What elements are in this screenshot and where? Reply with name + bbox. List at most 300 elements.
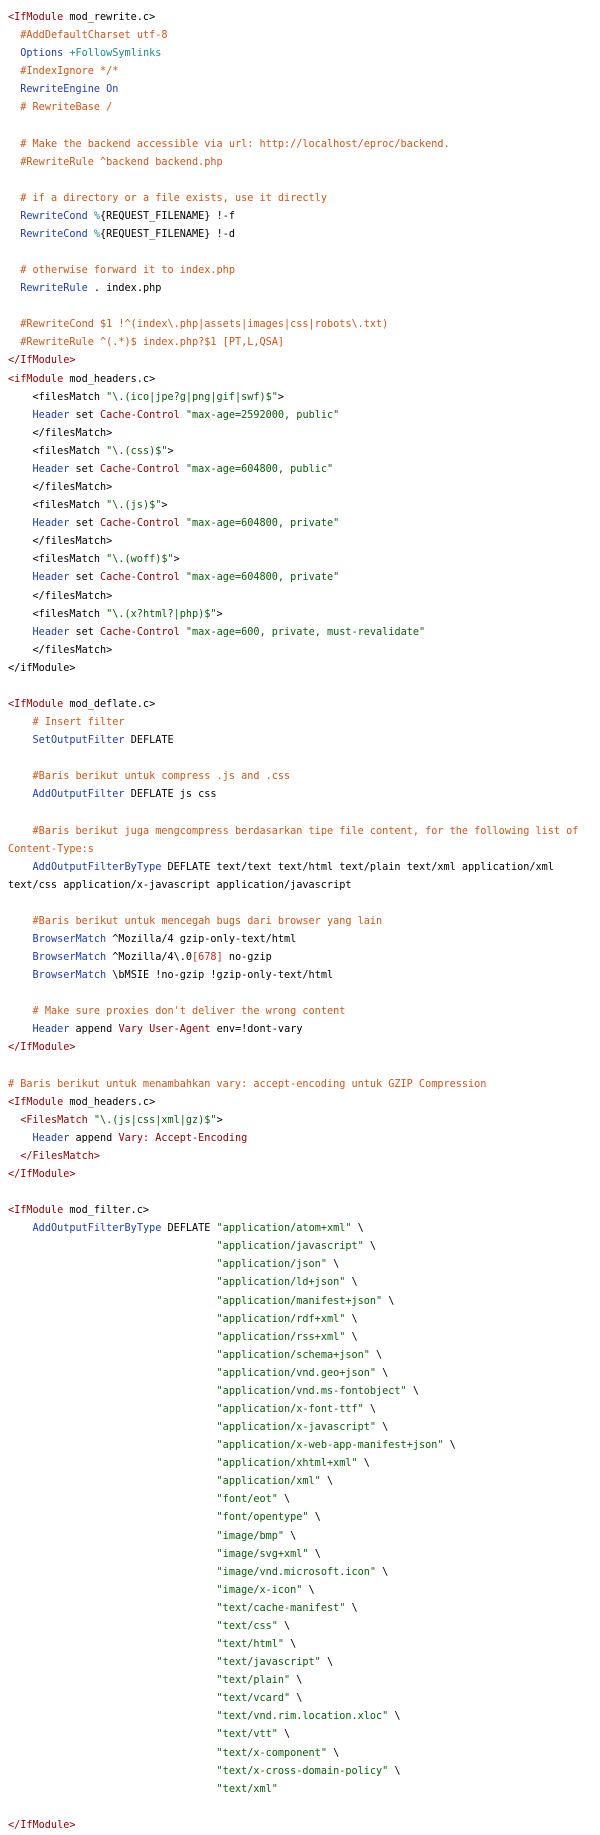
code-line [8, 1130, 600, 1148]
code-token-text: set [69, 626, 101, 638]
code-token-comment: #Baris berikut juga mengcompress berdasarkan tipe file content, for the following list of [32, 825, 579, 837]
code-line [8, 551, 600, 569]
code-line [8, 1311, 600, 1329]
code-token-text [8, 1693, 217, 1704]
code-line [8, 226, 600, 244]
code-line [8, 1076, 600, 1094]
code-line [8, 1274, 600, 1292]
code-token-directive: RewriteRule [20, 283, 88, 295]
code-token-string: "application/xhtml+xml" [216, 1458, 358, 1470]
code-line [8, 1347, 600, 1365]
code-token-tag: <ifModule [8, 373, 64, 385]
code-token-var: +FollowSymlinks [69, 48, 162, 60]
code-token-text: \ [363, 1404, 377, 1416]
code-line [8, 352, 600, 370]
code-token-text [8, 1567, 217, 1578]
code-line [8, 877, 600, 895]
code-token-text: > [173, 554, 180, 566]
code-line [8, 154, 600, 172]
code-token-text [8, 1404, 217, 1415]
code-line [8, 1202, 600, 1220]
code-token-text [8, 48, 20, 59]
code-token-text [8, 1422, 217, 1433]
code-token-text [8, 1006, 33, 1017]
code-line [8, 588, 600, 606]
code-token-directive: RewriteCond [20, 228, 88, 240]
code-token-text [8, 1766, 217, 1777]
code-token-directive: On [106, 84, 119, 96]
code-line [8, 371, 600, 389]
code-token-text [8, 1639, 217, 1650]
code-token-text: \ [284, 1639, 297, 1651]
code-token-text [8, 464, 33, 475]
code-token-tag: </IfModule> [8, 355, 76, 367]
code-line [8, 768, 600, 786]
code-line [8, 1365, 600, 1383]
code-token-directive: RewriteCond [20, 210, 88, 222]
code-token-tag: <IfModule [8, 1205, 64, 1217]
code-token-string: "text/vtt" [216, 1729, 278, 1741]
code-token-text [8, 66, 20, 77]
code-token-text [8, 139, 20, 150]
code-token-text [8, 1748, 217, 1759]
code-token-text: \ [308, 1512, 321, 1524]
code-token-text [8, 789, 33, 800]
code-token-text [8, 30, 20, 41]
code-token-text [8, 1458, 217, 1469]
code-token-text [8, 1621, 217, 1632]
code-token-text: \ [302, 1584, 315, 1596]
code-line [8, 1437, 600, 1455]
code-token-comment: #AddDefaultCharset utf-8 [20, 30, 168, 42]
code-token-text [8, 862, 33, 873]
code-token-directive: RewriteEngine [20, 84, 101, 96]
code-line [8, 27, 600, 45]
code-token-text: <filesMatch [8, 391, 107, 403]
code-token-comment: # RewriteBase / [20, 102, 113, 114]
code-line [8, 461, 600, 479]
code-line [8, 823, 600, 841]
code-line [8, 99, 600, 117]
code-line [8, 804, 600, 822]
code-token-comment: #RewriteCond $1 !^(index\.php|assets|images|css|robots\.txt) [20, 319, 389, 331]
code-token-directive: AddOutputFilterByType [32, 861, 162, 873]
code-line [8, 1256, 600, 1274]
code-line [8, 786, 600, 804]
code-line [8, 1383, 600, 1401]
code-token-string: "application/atom+xml" [216, 1223, 352, 1235]
code-line [8, 515, 600, 533]
code-token-string: "text/css" [216, 1620, 278, 1632]
code-token-comment: Content-Type:s [8, 843, 94, 855]
code-token-string: "image/x-icon" [216, 1584, 303, 1596]
code-token-text: \ [363, 1241, 377, 1253]
code-token-string: "application/rss+xml" [216, 1331, 346, 1343]
code-line [8, 1112, 600, 1130]
code-token-directive: Header [32, 626, 70, 638]
code-token-text [8, 1024, 33, 1035]
code-token-string: "text/cache-manifest" [216, 1602, 346, 1614]
code-token-directive: AddOutputFilterByType [32, 1223, 162, 1235]
code-line [8, 1636, 600, 1654]
code-token-text: DEFLATE [161, 1223, 217, 1235]
code-token-directive: Header [32, 409, 70, 421]
code-token-text: \ [357, 1458, 370, 1470]
code-line [8, 1708, 600, 1726]
code-token-text: DEFLATE text/text text/html text/plain text/xml application/xml [161, 861, 554, 873]
code-token-text: \ [277, 1729, 291, 1741]
code-token-text [8, 1657, 217, 1668]
code-line [8, 714, 600, 732]
code-token-text: \ [345, 1277, 358, 1289]
code-token-text [8, 1585, 217, 1596]
code-line [8, 660, 600, 678]
code-token-directive: Header [32, 1132, 70, 1144]
code-token-comment: # Make sure proxies don't deliver the wrong content [32, 1006, 346, 1018]
code-line [8, 967, 600, 985]
code-line [8, 1293, 600, 1311]
code-token-comment: # Insert filter [32, 717, 125, 729]
code-token-text: no-gzip [222, 952, 272, 964]
code-token-text: <filesMatch [8, 500, 107, 512]
code-token-text: </filesMatch> [8, 536, 113, 548]
code-line [8, 1473, 600, 1491]
code-token-text [8, 771, 33, 782]
code-token-tag: Cache-Control [100, 626, 180, 638]
code-token-tag: </IfModule> [8, 1169, 76, 1180]
code-line [8, 425, 600, 443]
code-token-text [8, 211, 20, 222]
code-token-text: \ [388, 1765, 401, 1777]
code-token-directive: Header [32, 572, 70, 584]
code-line [8, 913, 600, 931]
code-token-text: \ [326, 1747, 340, 1759]
code-token-string: "application/x-font-ttf" [216, 1404, 364, 1416]
code-token-text [8, 1440, 217, 1451]
code-line [8, 624, 600, 642]
code-token-text: \ [290, 1693, 303, 1705]
code-token-text: <filesMatch [8, 608, 107, 620]
code-line [8, 1528, 600, 1546]
code-line [8, 895, 600, 913]
code-token-text: > [216, 1114, 223, 1126]
code-token-directive: Header [32, 1024, 70, 1036]
code-token-tag: Cache-Control [100, 518, 180, 530]
code-token-text [8, 1241, 217, 1252]
code-token-text: \ [376, 1367, 389, 1379]
code-token-text [8, 157, 20, 168]
code-token-text [8, 572, 33, 583]
code-token-text: \ [376, 1566, 389, 1578]
code-line [8, 244, 600, 262]
code-token-text [8, 1476, 217, 1487]
code-token-text: \ [308, 1548, 321, 1560]
code-token-text [8, 1296, 217, 1307]
code-token-text: </filesMatch> [8, 590, 113, 602]
code-token-text [8, 1314, 217, 1325]
code-token-string: "application/xml" [216, 1476, 321, 1488]
code-token-string: "application/json" [216, 1259, 327, 1271]
code-token-text: set [69, 572, 101, 584]
code-token-text: \ [277, 1620, 291, 1632]
code-token-text [8, 1603, 217, 1614]
code-token-string: "\.(js|css|xml|gz)$" [93, 1114, 217, 1126]
code-token-text [8, 518, 33, 529]
code-line [8, 1094, 600, 1112]
code-line [8, 1618, 600, 1636]
code-line [8, 859, 600, 877]
code-line [8, 9, 600, 27]
code-token-directive: SetOutputFilter [32, 735, 125, 747]
code-line [8, 1039, 600, 1057]
code-token-text [8, 1512, 217, 1523]
code-line [8, 443, 600, 461]
code-token-text: \ [443, 1440, 456, 1452]
code-token-comment: #Baris berikut untuk mencegah bugs dari browser yang lain [32, 915, 383, 927]
code-token-text: text/css application/x-javascript application/javascript [8, 879, 352, 891]
code-token-text [8, 735, 33, 746]
code-token-string: "max-age=604800, private" [185, 572, 340, 584]
code-line [8, 569, 600, 587]
code-line [8, 1419, 600, 1437]
code-line [8, 642, 600, 660]
code-token-string: "image/bmp" [216, 1530, 285, 1542]
code-token-tag: Vary: Accept-Encoding [118, 1132, 248, 1144]
code-token-comment: #Baris berikut untuk compress .js and .css [32, 771, 291, 783]
code-line [8, 334, 600, 352]
code-token-text: \ [406, 1385, 419, 1397]
code-token-text: {REQUEST_FILENAME} !-d [100, 228, 235, 240]
code-token-tag: Cache-Control [100, 463, 180, 475]
code-token-text [8, 1350, 217, 1361]
code-line [8, 389, 600, 407]
code-line [8, 81, 600, 99]
code-token-text: . index.php [87, 283, 162, 295]
code-line [8, 1799, 600, 1817]
code-token-string: "application/vnd.geo+json" [216, 1367, 377, 1379]
code-line [8, 1148, 600, 1166]
code-token-tag: </IfModule> [8, 1819, 76, 1831]
code-line [8, 1654, 600, 1672]
code-token-text: \ [382, 1295, 395, 1307]
code-line [8, 841, 600, 859]
code-token-comment: #RewriteRule ^(.*)$ index.php?$1 [PT,L,QSA] [20, 337, 285, 349]
code-token-string: "text/html" [216, 1639, 285, 1651]
code-token-text [8, 916, 33, 927]
code-token-text [8, 1368, 217, 1379]
code-token-text: </filesMatch> [8, 644, 113, 656]
code-line [8, 407, 600, 425]
code-token-text [8, 970, 33, 981]
code-token-text [8, 1332, 217, 1343]
code-token-text: env=!dont-vary [210, 1024, 303, 1036]
code-token-tag: <IfModule [8, 698, 64, 710]
code-token-text: append [69, 1132, 119, 1144]
code-line [8, 316, 600, 334]
code-token-directive: BrowserMatch [32, 970, 107, 982]
code-token-text: > [167, 445, 174, 457]
code-token-string: "text/x-cross-domain-policy" [216, 1765, 389, 1777]
code-token-string: "application/schema+json" [216, 1349, 370, 1361]
code-line [8, 1220, 600, 1238]
code-token-text: {REQUEST_FILENAME} !-f [100, 210, 235, 222]
code-token-string: "application/javascript" [216, 1241, 364, 1253]
code-token-text [8, 1151, 20, 1162]
code-line [8, 280, 600, 298]
code-token-text: \ [290, 1675, 303, 1687]
code-line [8, 1238, 600, 1256]
code-line [8, 63, 600, 81]
code-line [8, 606, 600, 624]
code-line [8, 298, 600, 316]
code-token-text: \ [284, 1530, 297, 1542]
code-line [8, 1329, 600, 1347]
code-line [8, 117, 600, 135]
code-token-text [8, 1675, 217, 1686]
code-token-text [8, 84, 20, 95]
code-token-string: "font/eot" [216, 1494, 278, 1506]
code-token-comment: #RewriteRule ^backend backend.php [20, 156, 223, 168]
code-token-comment: # Make the backend accessible via url: http://localhost/eproc/backend. [20, 138, 450, 150]
code-token-text: DEFLATE js css [124, 789, 217, 801]
code-token-text [8, 265, 20, 276]
code-token-text [8, 193, 20, 204]
code-line [8, 1781, 600, 1799]
code-line [8, 136, 600, 154]
code-token-text: \ [369, 1349, 383, 1361]
code-token-string: "image/svg+xml" [216, 1548, 309, 1560]
code-token-string: "application/ld+json" [216, 1277, 346, 1289]
code-token-string: "\.(ico|jpe?g|png|gif|swf)$" [106, 391, 278, 403]
code-token-text: \ [345, 1313, 358, 1325]
code-token-text [8, 934, 33, 945]
code-token-string: "text/vcard" [216, 1693, 291, 1705]
code-token-string: "max-age=2592000, public" [185, 409, 340, 421]
code-token-comment: # if a directory or a file exists, use it directly [20, 192, 327, 204]
code-token-string: "max-age=604800, private" [185, 518, 340, 530]
code-line [8, 1600, 600, 1618]
code-token-text [8, 319, 20, 330]
code-token-tag: User-Agent [149, 1024, 211, 1036]
code-token-string: "text/vnd.rim.location.xloc" [216, 1711, 389, 1723]
code-token-string: "application/x-javascript" [216, 1422, 377, 1434]
code-token-directive: Header [32, 518, 70, 530]
code-token-directive: BrowserMatch [32, 952, 107, 964]
code-token-text [8, 1729, 217, 1740]
code-token-string: "application/x-web-app-manifest+json" [216, 1440, 444, 1452]
code-token-text: \ [345, 1331, 358, 1343]
code-token-string: "max-age=600, private, must-revalidate" [185, 626, 426, 638]
code-token-tag: <FilesMatch [20, 1114, 88, 1126]
code-token-text [8, 337, 20, 348]
code-token-text: \ [320, 1476, 334, 1488]
code-token-text: set [69, 518, 101, 530]
code-token-directive: BrowserMatch [32, 933, 107, 945]
code-token-comment: # otherwise forward it to index.php [20, 265, 235, 277]
code-token-text: \ [320, 1657, 334, 1669]
code-line [8, 533, 600, 551]
code-line [8, 678, 600, 696]
code-token-text: mod_headers.c> [63, 373, 156, 385]
code-token-text: </ifModule> [8, 662, 76, 674]
code-token-text [8, 1784, 217, 1795]
code-line [8, 1184, 600, 1202]
code-token-num: [678] [192, 952, 223, 964]
code-line [8, 1509, 600, 1527]
code-token-text: > [277, 391, 285, 403]
code-token-directive: Options [20, 48, 64, 60]
code-line [8, 208, 600, 226]
code-token-text [8, 826, 33, 837]
code-token-text: \ [345, 1602, 358, 1614]
code-token-string: "text/plain" [216, 1675, 291, 1687]
code-line [8, 750, 600, 768]
code-token-text: </filesMatch> [8, 482, 113, 494]
code-token-var: % [93, 228, 101, 240]
code-token-tag: Vary [118, 1024, 143, 1036]
code-token-text: set [69, 463, 101, 475]
code-token-text [8, 1259, 217, 1270]
code-token-text: set [69, 409, 101, 421]
code-token-string: "text/javascript" [216, 1657, 321, 1669]
code-line [8, 1564, 600, 1582]
code-token-text: \ [388, 1711, 401, 1723]
code-token-text [8, 1223, 33, 1234]
code-line [8, 262, 600, 280]
code-token-text [8, 952, 33, 963]
code-line [8, 931, 600, 949]
code-token-tag: Cache-Control [100, 409, 180, 421]
code-token-text [8, 627, 33, 638]
code-line [8, 1672, 600, 1690]
code-token-text: > [161, 500, 168, 512]
code-token-text [8, 1115, 20, 1126]
code-token-text [8, 1277, 217, 1288]
code-token-string: "application/manifest+json" [216, 1295, 383, 1307]
code-token-string: "application/rdf+xml" [216, 1313, 346, 1325]
code-line [8, 949, 600, 967]
code-line [8, 45, 600, 63]
code-token-text [8, 1549, 217, 1560]
code-token-text: <filesMatch [8, 445, 107, 457]
code-line [8, 696, 600, 714]
code-token-text: \ [351, 1223, 364, 1235]
code-token-tag: </FilesMatch> [20, 1150, 101, 1162]
code-token-text [8, 283, 20, 294]
code-token-string: "max-age=604800, public" [185, 463, 334, 475]
code-line [8, 1726, 600, 1744]
code-token-text: append [69, 1024, 119, 1036]
code-token-string: "\.(x?html?|php)$" [106, 608, 217, 620]
code-token-text: > [216, 608, 223, 620]
code-token-text [8, 229, 20, 240]
code-line [8, 1491, 600, 1509]
code-line [8, 1058, 600, 1076]
code-token-tag: </IfModule> [8, 1042, 76, 1054]
code-line [8, 1003, 600, 1021]
code-token-string: "\.(css)$" [106, 445, 168, 457]
code-token-string: "\.(js)$" [106, 500, 162, 512]
code-line [8, 732, 600, 750]
code-token-directive: AddOutputFilter [32, 789, 125, 801]
code-token-text [8, 1386, 217, 1397]
code-token-comment: # Baris berikut untuk menambahkan vary: accept-encoding untuk GZIP Compression [8, 1078, 487, 1090]
code-line [8, 172, 600, 190]
code-line [8, 1455, 600, 1473]
code-token-text: ^Mozilla/4\.0 [106, 952, 193, 964]
code-token-text [8, 102, 20, 113]
code-token-text: mod_rewrite.c> [63, 12, 156, 23]
